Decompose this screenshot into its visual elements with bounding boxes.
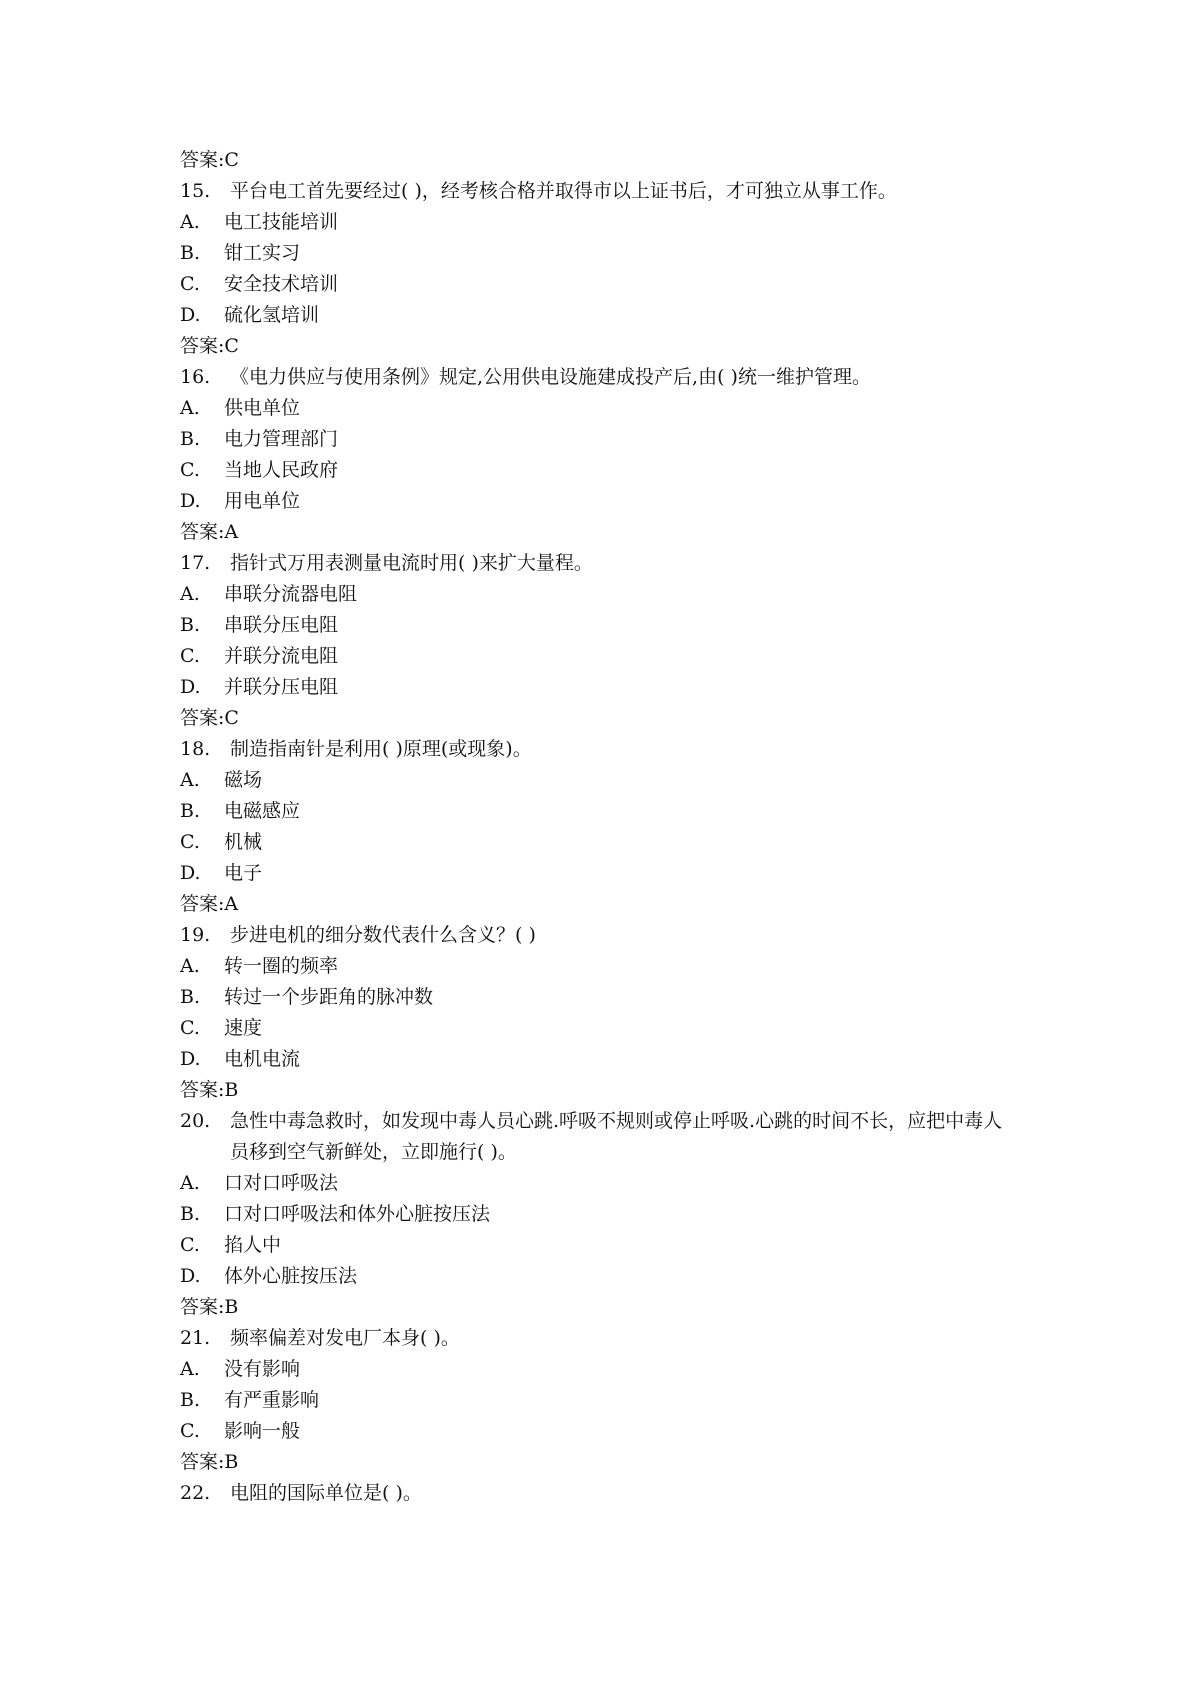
- option-text: 当地人民政府: [224, 459, 339, 481]
- option-letter: B.: [180, 428, 201, 450]
- option-text: 串联分流器电阻: [224, 583, 358, 605]
- answer-label: 答案:: [180, 1079, 225, 1101]
- option-line: [180, 1354, 1080, 1385]
- question-stem: [180, 362, 1080, 393]
- answer-label: 答案:: [180, 1296, 225, 1318]
- answer-label: 答案:: [180, 707, 225, 729]
- option-letter: D.: [180, 304, 201, 326]
- option-letter: C.: [180, 459, 200, 481]
- question-stem: [180, 1106, 1080, 1168]
- option-text: 有严重影响: [224, 1389, 320, 1411]
- answer-line: [180, 331, 1080, 362]
- option-line: [180, 610, 1080, 641]
- question-number: 19.: [180, 924, 211, 946]
- option-letter: C.: [180, 831, 200, 853]
- option-text: 机械: [224, 831, 263, 853]
- option-text: 转过一个步距角的脉冲数: [224, 986, 434, 1008]
- option-text: 影响一般: [224, 1420, 301, 1442]
- option-letter: C.: [180, 1420, 200, 1442]
- answer-value: C: [224, 335, 239, 357]
- option-line: [180, 641, 1080, 672]
- option-text: 磁场: [224, 769, 263, 791]
- question-text: 指针式万用表测量电流时用( )来扩大量程。: [230, 552, 593, 574]
- question-text: 制造指南针是利用( )原理(或现象)。: [230, 738, 532, 760]
- answer-line: [180, 1075, 1080, 1106]
- answer-label: 答案:: [180, 521, 225, 543]
- option-text: 电磁感应: [224, 800, 301, 822]
- option-letter: A.: [180, 211, 200, 233]
- option-letter: B.: [180, 242, 201, 264]
- answer-value: C: [224, 707, 239, 729]
- answer-value: C: [224, 149, 239, 171]
- option-line: [180, 1385, 1080, 1416]
- option-line: [180, 424, 1080, 455]
- option-line: [180, 238, 1080, 269]
- question-text: 《电力供应与使用条例》规定,公用供电设施建成投产后,由( )统一维护管理。: [230, 366, 871, 388]
- option-letter: A.: [180, 1172, 200, 1194]
- option-text: 电工技能培训: [224, 211, 339, 233]
- answer-line: [180, 1292, 1080, 1323]
- option-line: [180, 269, 1080, 300]
- answer-line: [180, 517, 1080, 548]
- answer-line: [180, 703, 1080, 734]
- answer-line: [180, 1447, 1080, 1478]
- option-line: [180, 207, 1080, 238]
- option-text: 电力管理部门: [224, 428, 339, 450]
- option-letter: B.: [180, 800, 201, 822]
- option-line: [180, 1013, 1080, 1044]
- question-number: 21.: [180, 1327, 211, 1349]
- option-letter: D.: [180, 862, 201, 884]
- question-text: 急性中毒急救时，如发现中毒人员心跳.呼吸不规则或停止呼吸.心跳的时间不长，应把中毒人员移到空气新鲜处，立即施行( )。: [230, 1110, 1003, 1163]
- answer-label: 答案:: [180, 1451, 225, 1473]
- option-letter: A.: [180, 397, 200, 419]
- option-line: [180, 455, 1080, 486]
- option-text: 电机电流: [224, 1048, 301, 1070]
- option-letter: C.: [180, 645, 200, 667]
- option-letter: B.: [180, 986, 201, 1008]
- option-letter: D.: [180, 490, 201, 512]
- option-text: 并联分压电阻: [224, 676, 339, 698]
- answer-label: 答案:: [180, 335, 225, 357]
- question-stem: [180, 920, 1080, 951]
- option-line: [180, 1199, 1080, 1230]
- option-text: 电子: [224, 862, 263, 884]
- option-text: 掐人中: [224, 1234, 282, 1256]
- option-text: 口对口呼吸法: [224, 1172, 339, 1194]
- option-line: [180, 1044, 1080, 1075]
- question-text: 步进电机的细分数代表什么含义？( ): [230, 924, 536, 946]
- option-text: 串联分压电阻: [224, 614, 339, 636]
- option-line: [180, 796, 1080, 827]
- answer-label: 答案:: [180, 149, 225, 171]
- question-text: 电阻的国际单位是( )。: [230, 1482, 422, 1504]
- question-number: 16.: [180, 366, 211, 388]
- option-text: 速度: [224, 1017, 263, 1039]
- answer-value: A: [224, 893, 239, 915]
- option-line: [180, 951, 1080, 982]
- answer-line: [180, 889, 1080, 920]
- option-text: 钳工实习: [224, 242, 301, 264]
- question-text: 平台电工首先要经过( )，经考核合格并取得市以上证书后，才可独立从事工作。: [230, 180, 897, 202]
- option-letter: A.: [180, 1358, 200, 1380]
- option-line: [180, 672, 1080, 703]
- option-text: 安全技术培训: [224, 273, 339, 295]
- question-text: 频率偏差对发电厂本身( )。: [230, 1327, 460, 1349]
- option-letter: C.: [180, 1234, 200, 1256]
- option-text: 用电单位: [224, 490, 301, 512]
- option-text: 并联分流电阻: [224, 645, 339, 667]
- option-letter: D.: [180, 1048, 201, 1070]
- answer-value: B: [224, 1451, 239, 1473]
- option-text: 转一圈的频率: [224, 955, 339, 977]
- option-line: [180, 765, 1080, 796]
- option-text: 硫化氢培训: [224, 304, 320, 326]
- option-letter: C.: [180, 1017, 200, 1039]
- option-letter: A.: [180, 769, 200, 791]
- option-line: [180, 858, 1080, 889]
- option-line: [180, 982, 1080, 1013]
- option-line: [180, 393, 1080, 424]
- option-letter: D.: [180, 676, 201, 698]
- option-line: [180, 1261, 1080, 1292]
- option-text: 没有影响: [224, 1358, 301, 1380]
- question-stem: [180, 734, 1080, 765]
- question-number: 18.: [180, 738, 211, 760]
- question-number: 20.: [180, 1110, 211, 1132]
- option-letter: A.: [180, 583, 200, 605]
- question-number: 22.: [180, 1482, 211, 1504]
- question-number: 17.: [180, 552, 211, 574]
- option-line: [180, 486, 1080, 517]
- option-letter: B.: [180, 1389, 201, 1411]
- question-stem: [180, 1323, 1080, 1354]
- answer-line: [180, 145, 1080, 176]
- question-stem: [180, 176, 1080, 207]
- answer-value: A: [224, 521, 239, 543]
- option-line: [180, 1416, 1080, 1447]
- option-letter: B.: [180, 1203, 201, 1225]
- option-text: 体外心脏按压法: [224, 1265, 358, 1287]
- option-line: [180, 1230, 1080, 1261]
- option-line: [180, 1168, 1080, 1199]
- question-number: 15.: [180, 180, 211, 202]
- option-letter: D.: [180, 1265, 201, 1287]
- document-page: [180, 145, 1080, 1509]
- option-line: [180, 827, 1080, 858]
- option-letter: A.: [180, 955, 200, 977]
- option-line: [180, 579, 1080, 610]
- answer-value: B: [224, 1079, 239, 1101]
- answer-value: B: [224, 1296, 239, 1318]
- option-letter: C.: [180, 273, 200, 295]
- option-line: [180, 300, 1080, 331]
- option-text: 供电单位: [224, 397, 301, 419]
- question-stem: [180, 548, 1080, 579]
- option-letter: B.: [180, 614, 201, 636]
- question-list: [180, 176, 1080, 1509]
- option-text: 口对口呼吸法和体外心脏按压法: [224, 1203, 491, 1225]
- question-stem: [180, 1478, 1080, 1509]
- answer-label: 答案:: [180, 893, 225, 915]
